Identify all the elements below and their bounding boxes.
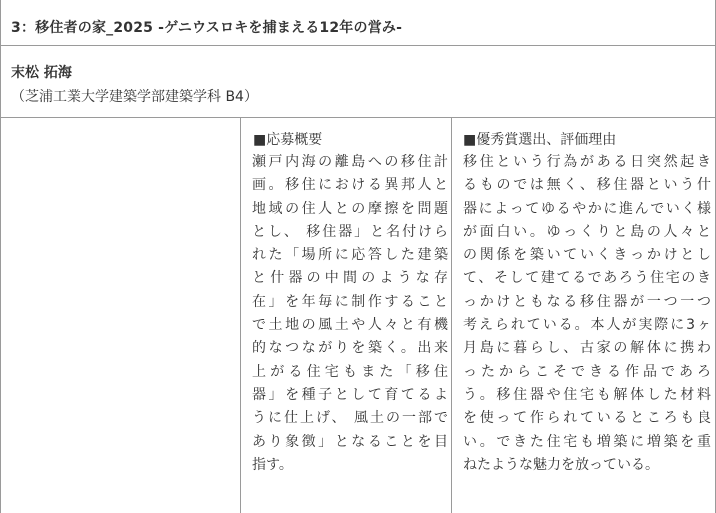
author-affiliation: （芝浦工業大学建築学部建築学科 B4） (11, 89, 258, 105)
reason-line: ねたような魅力を放っている。 (463, 456, 659, 473)
reason-line: い。できた住宅も増築に増築を重 (463, 433, 711, 450)
author-name: 末松 拓海 (11, 65, 72, 81)
reason-line: っかけともなる移住器が一つ一つ (463, 293, 711, 310)
summary-line: れた「場所に応答した建築 (252, 247, 448, 264)
reason-line: の関係を築いていくきっかけとし (463, 247, 711, 264)
summary-line: 的なつながりを築く。出来 (252, 340, 448, 357)
reason-cell (452, 118, 715, 513)
summary-text (252, 151, 448, 477)
entry-title-row (1, 0, 715, 46)
reason-line: て、そして建てるであろう住宅のき (463, 270, 711, 287)
summary-line: と什器の中間のような存 (252, 270, 448, 287)
reason-text (463, 151, 711, 477)
reason-line: るものでは無く、移住器という什 (463, 177, 711, 194)
summary-line: あり象徴」となることを目 (252, 433, 448, 450)
reason-line: う。移住器や住宅も解体した材料 (463, 386, 711, 403)
reason-line: 月島に暮らし、古家の解体に携わ (463, 340, 711, 357)
summary-line: 指す。 (252, 456, 293, 473)
reason-line: ったからこそできる作品であろ (463, 363, 711, 380)
image-cell (1, 118, 241, 513)
author-row (1, 46, 715, 118)
summary-line: とし、 移住器」と名付けら (252, 223, 448, 240)
summary-line: で土地の風土や人々と有機 (252, 317, 448, 334)
summary-line: 器」を種子として育てるよ (252, 386, 448, 403)
reason-line: が面白い。ゆっくりと島の人々と (463, 223, 711, 240)
summary-line: うに仕上げ、 風土の一部で (252, 410, 448, 427)
summary-cell (241, 118, 452, 513)
entry-title: 3：移住者の家_2025 -ゲニウスロキを捕まえる12年の営み- (11, 20, 403, 36)
summary-line: 画。移住における異邦人と (252, 177, 448, 194)
reason-line: 考えられている。本人が実際に3ヶ (463, 317, 711, 334)
reason-line: 移住という行為がある日突然起き (463, 154, 711, 170)
entry-body-row (1, 118, 715, 513)
summary-line: 上がる住宅もまた「移住 (252, 363, 448, 380)
reason-line: を使って作られているところも良 (463, 410, 711, 427)
reason-line: 器によってゆるやかに進んでいく様 (463, 200, 711, 217)
summary-line: 瀬戸内海の離島への移住計 (252, 154, 448, 170)
summary-line: 地域の住人との摩擦を問題 (252, 200, 448, 217)
summary-line: 在」を年毎に制作すること (252, 293, 448, 310)
reason-heading: ■優秀賞選出、評価理由 (463, 132, 617, 148)
summary-heading: ■応募概要 (253, 132, 323, 148)
